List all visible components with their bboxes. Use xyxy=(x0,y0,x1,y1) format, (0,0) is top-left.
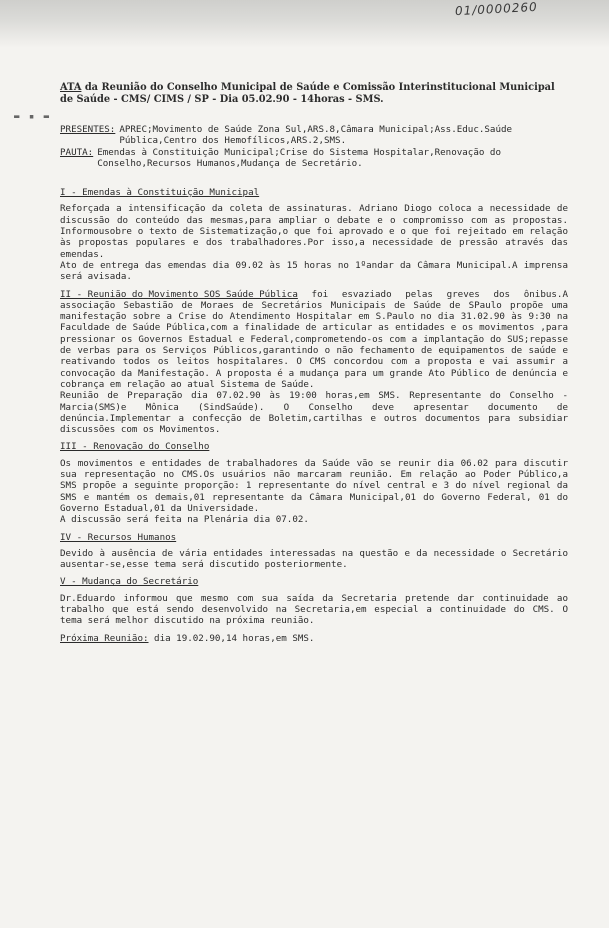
minutes-body xyxy=(56,82,568,644)
section-paragraph: Devido à ausência de vária entidades interessadas na questão e da necessidade o Secretário ausentar-se,esse tema será discutido posteriormente. xyxy=(60,547,568,571)
header-block xyxy=(60,124,568,169)
section-paragraph: Reunião de Preparação dia 07.02.90 às 19:00 horas,em SMS. Representante do Conselho - Marcia(SMS)e Mônica (SindSaúde). O Conselho deve apresentar documento de denúncia.Implementar a confecção de Boletim,cartilhas e outros documentos para subsidiar discussões com os Movimentos. xyxy=(60,390,568,436)
section-paragraph: Reforçada a intensificação da coleta de assinaturas. Adriano Diogo coloca a necessidade de discussão do conteúdo das mesmas,para ampliar o debate e o compromisso com as propostas. Informousobre o texto de Sistematização,o que foi aprovado e o que foi rejeitado em relação às propostas populares e dos trabalhadores.Por isso,a necessidade de pressão através das emendas. xyxy=(60,203,568,260)
title-underlined-word: ATA xyxy=(60,82,82,93)
next-meeting xyxy=(60,633,568,644)
section-title: V - Mudança do Secretário xyxy=(60,576,199,588)
attendees-row xyxy=(60,124,568,147)
section-emendas xyxy=(60,187,568,282)
section-renovacao xyxy=(60,441,568,525)
section-paragraph: A discussão será feita na Plenária dia 07.02. xyxy=(60,514,309,526)
attendees-label: PRESENTES: xyxy=(60,124,116,135)
archive-stamp: 01/0000260 xyxy=(454,0,539,19)
section-paragraph: Os movimentos e entidades de trabalhadores da Saúde vão se reunir dia 06.02 para discutir sua representação no CMS.Os usuários não marcaram reunião. Em relação ao Poder Público,a SMS propõe a seguinte proporção: 1 representante do nível central e 3 do nível regional da SMS e mantém os demais,01 representante da Câmara Municipal,01 do Governo Federal, 01 do Governo Estadual,01 da Universidade. xyxy=(60,457,568,514)
agenda-row xyxy=(60,147,568,170)
attendees-text: APREC;Movimento de Saúde Zona Sul,ARS.8,Câmara Municipal;Ass.Educ.Saúde Pública,Centro dos Hemofílicos,ARS.2,SMS. xyxy=(119,124,513,147)
section-secretario xyxy=(60,576,568,626)
section-title: III - Renovação do Conselho xyxy=(60,441,210,453)
margin-mark: ▬ ▪ ▬ xyxy=(14,112,52,122)
section-title: I - Emendas à Constituição Municipal xyxy=(60,187,260,199)
agenda-text: Emendas à Constituição Municipal;Crise do Sistema Hospitalar,Renovação do Conselho,Recursos Humanos,Mudança de Secretário. xyxy=(97,146,501,169)
agenda-label: PAUTA: xyxy=(60,146,94,158)
section-paragraph-text: foi esvaziado pelas greves dos ônibus.A associação Sebastião de Moraes de Secretários Municipais de Saúde de SPaulo propõe uma manifestação sobre a Crise do Atendimento Hospitalar em S.Paulo no dia 31.02.90 às 9:30 na Faculdade de Saúde Pública,com a finalidade de articular as entidades e os movimentos ,para pressionar os Governos Estadual e Federal,comprometendo-os com a implantação do SUS;repasse de verbas para os Serviços Públicos,garantindo o não fechamento de equipamentos de saúde e reativando todos os leitos hospitalares. O CMS concordou com a proposta e vai assumir a convocação da Manifestação. A proposta é a mudança para um grande Ato Público de denúncia e cobrança em relação ao atual Sistema de Saúde. xyxy=(60,288,568,390)
section-paragraph xyxy=(60,289,568,391)
title-text: da Reunião do Conselho Municipal de Saúde e Comissão Interinstitucional Municipal de Saúde - CMS/ CIMS / SP - Dia 05.02.90 - 14horas - SMS. xyxy=(60,82,555,105)
section-sos-saude xyxy=(60,289,568,436)
section-paragraph: Dr.Eduardo informou que mesmo com sua saída da Secretaria pretende dar continuidade ao trabalho que está sendo desenvolvido na Secretaria,em especial a continuidade do CMS. O tema será melhor discutido na próxima reunião. xyxy=(60,592,568,627)
section-recursos-humanos xyxy=(60,532,568,571)
next-meeting-label: Próxima Reunião: xyxy=(60,632,149,644)
document-title xyxy=(60,82,568,106)
section-paragraph: Ato de entrega das emendas dia 09.02 às 15 horas no 1ºandar da Câmara Municipal.A imprensa será avisada. xyxy=(60,259,568,283)
section-title: IV - Recursos Humanos xyxy=(60,531,177,543)
section-title: II - Reunião do Movimento SOS Saúde Pública xyxy=(60,288,298,300)
next-meeting-text: dia 19.02.90,14 horas,em SMS. xyxy=(148,632,315,644)
